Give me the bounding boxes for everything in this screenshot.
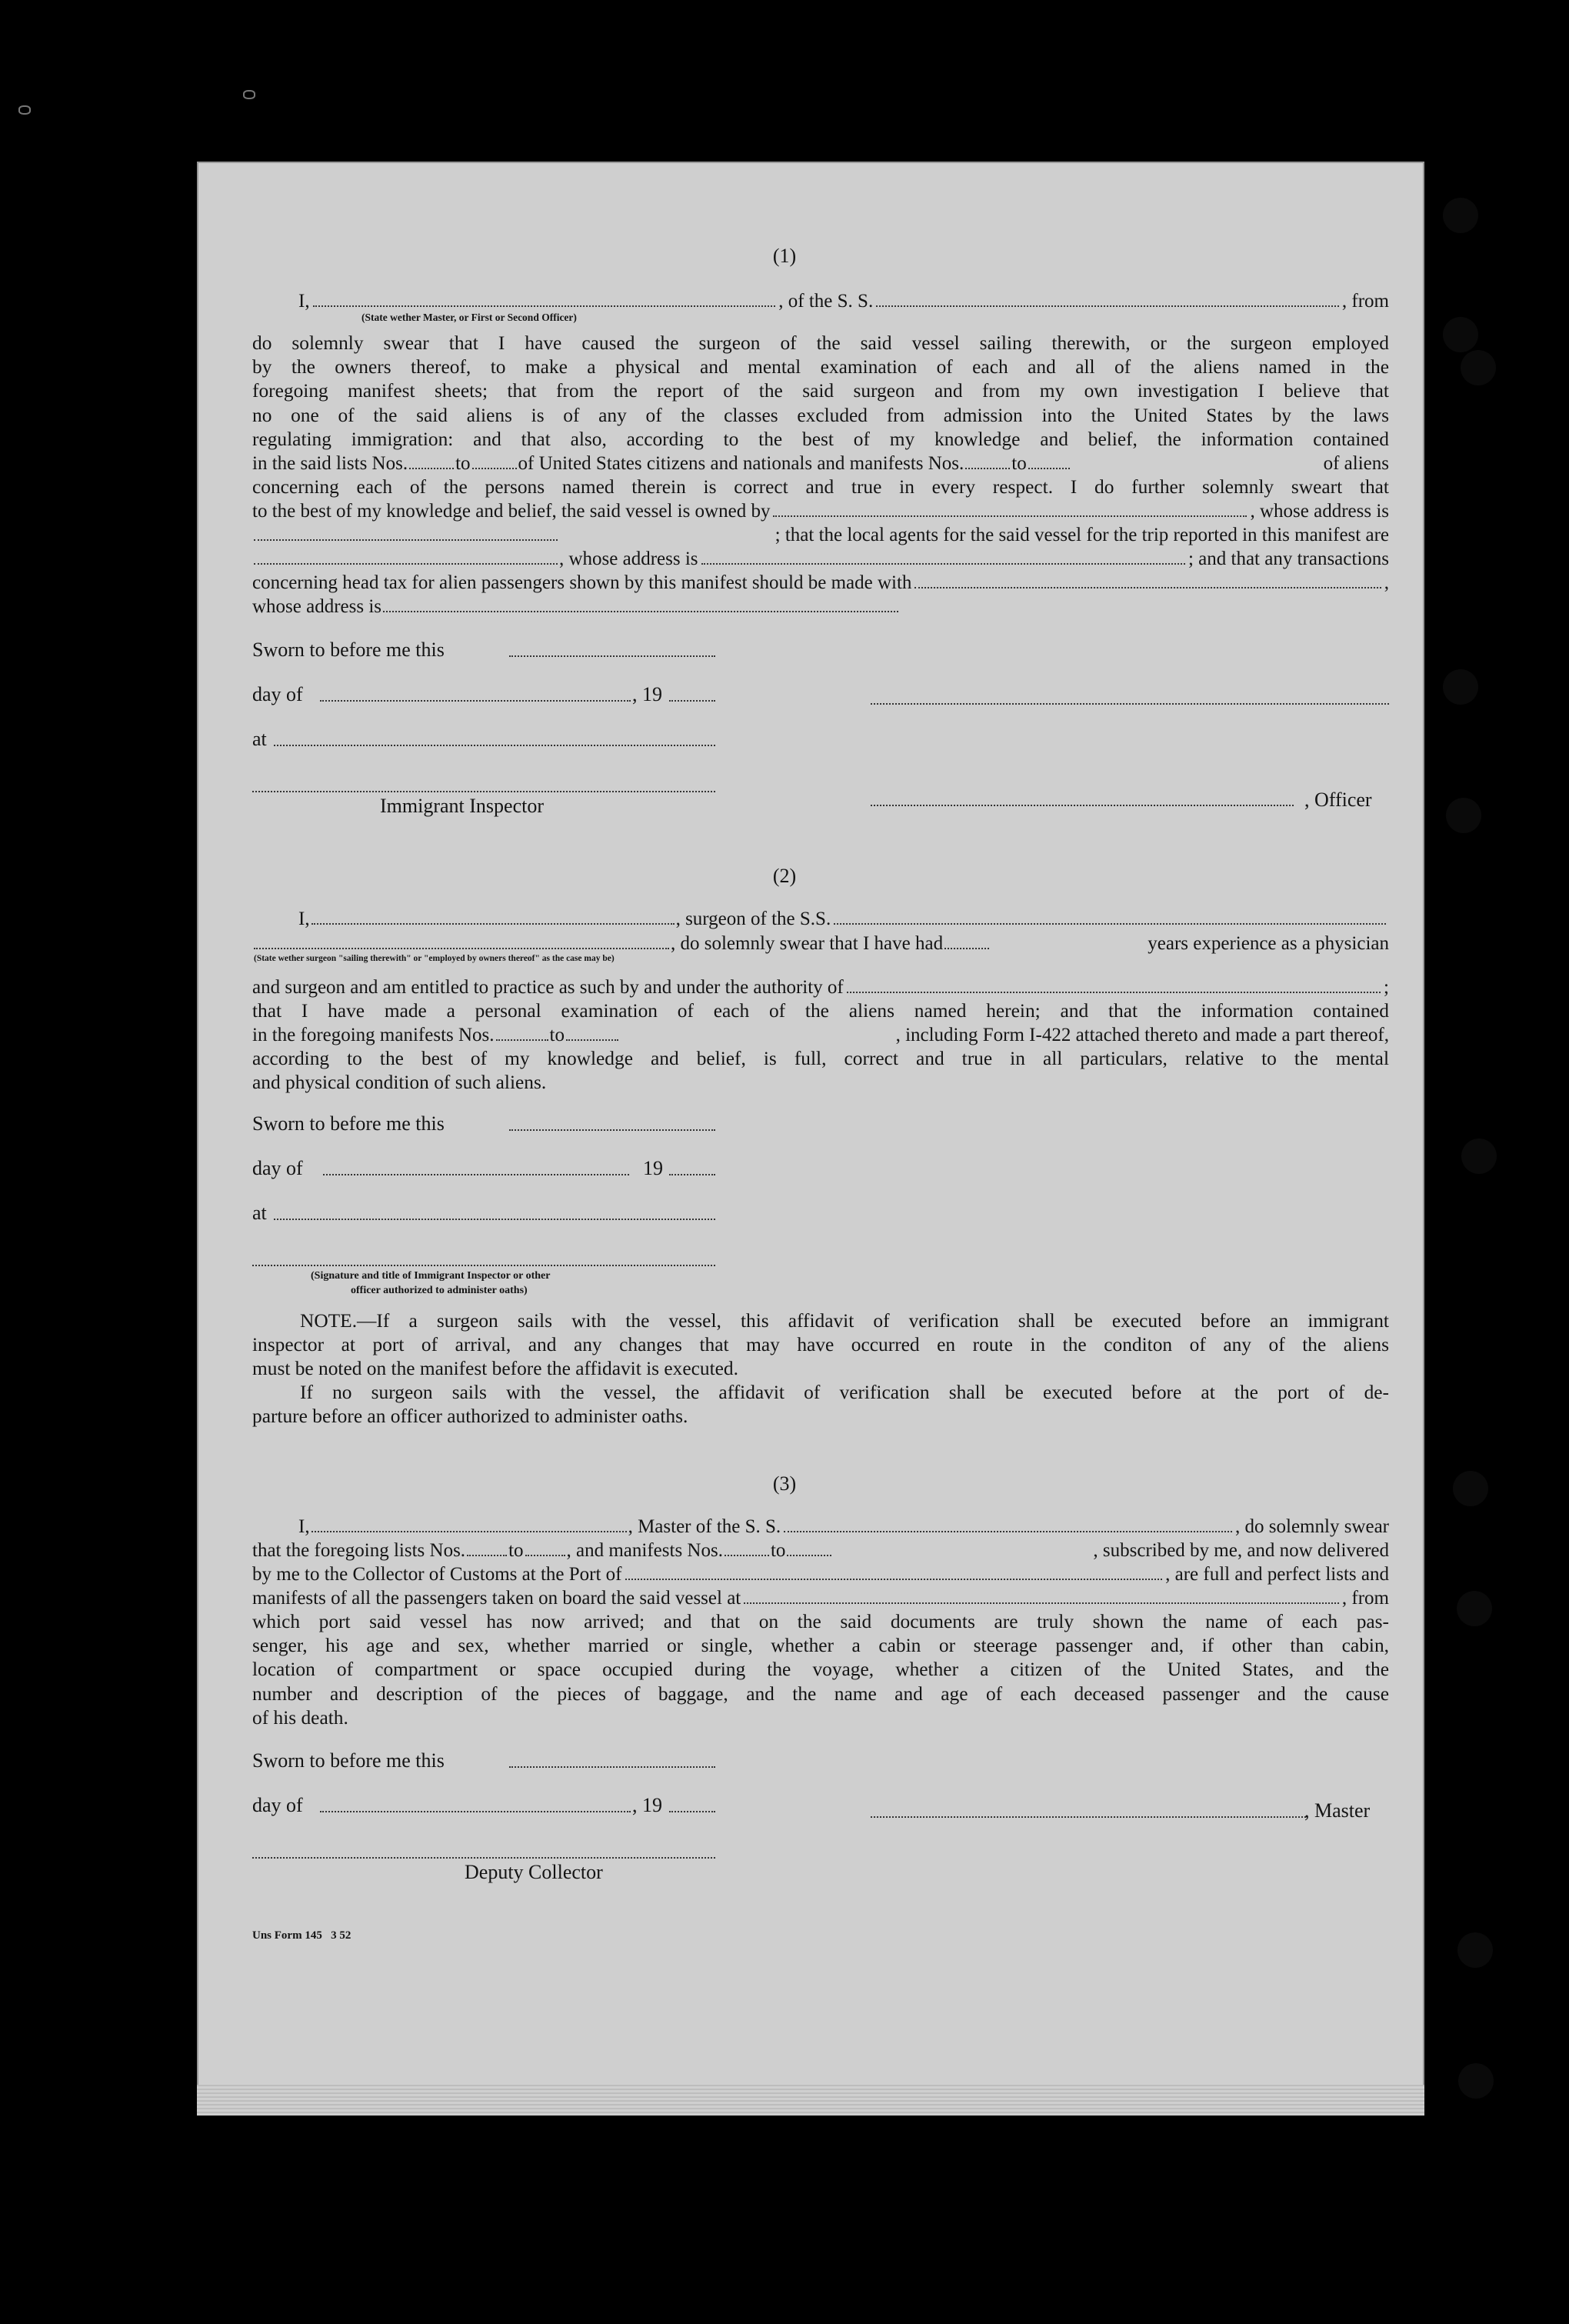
binder-hole [1457,1591,1492,1626]
section-3-oath-text: which port said vessel has now arrived; and that on the said documents are truly shown the name of each pas- senger, his age and sex, whether married or single, whether a cabin or steerage passenger and, if other than cabin, location of compartment or space occupied during the voyage, whether a citizen of the United States, and the number and description of the pieces of baggage, and the name and age of each deceased passenger and the cause of his death. [252,1611,1389,1729]
owner-address-field[interactable] [254,525,558,541]
at-label-1: at [252,728,267,750]
day-of-field-3[interactable] [320,1811,631,1812]
day-of-label-2: day of [252,1157,303,1179]
sworn-label-1: Sworn to before me this [252,639,445,661]
form-number: Uns Form 145 3 52 [252,1929,351,1942]
officer-signature-line[interactable] [871,805,1294,806]
sworn-label-2: Sworn to before me this [252,1112,445,1135]
sworn-date-field-3[interactable] [509,1766,715,1768]
year-field-1[interactable] [669,700,715,702]
agents-address-field[interactable] [701,549,1185,565]
section-1-oath-text: do solemnly swear that I have caused the surgeon of the said vessel sailing therewith, or the surgeon employed by the owners thereof, to make a physical and mental examination of each and all of the aliens named in the foregoing manifest sheets; that from the report of the said surgeon and from my own investigation I believe that no one of the said aliens is of any of the classes excluded from admission into the United States by the laws regulating immigration: and that also, according to the best of my knowledge and belief, the information contained [252,332,1389,450]
head-tax-line: concerning head tax for alien passengers shown by this manifest should be made with , [252,572,1389,593]
year-label-1: , 19 [632,683,662,705]
at-field-2[interactable] [274,1219,715,1220]
authority-line: and surgeon and am entitled to practice as such by and under the authority of ; [252,977,1389,998]
year-label-3: , 19 [632,1794,662,1816]
years-experience-field[interactable] [944,934,989,949]
binder-hole [1443,198,1478,233]
manifest-to-field[interactable] [1028,454,1070,469]
year-label-2: 19 [643,1157,663,1179]
manifest-no-from-field[interactable] [496,1025,548,1041]
master-list-to-field[interactable] [525,1541,565,1556]
agents-field[interactable] [254,549,558,565]
list-from-field[interactable] [409,454,454,469]
of-ss-label: , of the S. S. [778,291,874,312]
surgeon-note-paragraph: NOTE.—If a surgeon sails with the vessel, this affidavit of verification shall be executed before an immigrant inspector at port of arrival, and any changes that may have occurred en route in the conditon of any of the aliens must be noted on the manifest before the affidavit is executed. [252,1310,1389,1380]
owner-field[interactable] [773,502,1247,517]
master-name-field[interactable] [311,1517,627,1532]
master-signature-line[interactable] [871,1816,1306,1818]
port-line: by me to the Collector of Customs at the Port of , are full and perfect lists and [252,1564,1389,1585]
scan-speck [18,105,31,115]
year-field-3[interactable] [669,1811,715,1812]
master-manifest-to-field[interactable] [787,1541,831,1556]
deputy-collector-label: Deputy Collector [465,1861,603,1883]
surgeon-capacity-note: (State wether surgeon "sailing therewith" or "employed by owners thereof" as the case may be) [254,954,615,963]
master-list-from-field[interactable] [467,1541,507,1556]
master-label: , Master [1304,1799,1371,1822]
sworn-date-field-2[interactable] [509,1129,715,1131]
manifest-no-to-field[interactable] [566,1025,618,1041]
surgeon-capacity-field[interactable] [254,934,669,949]
from-label: , from [1341,291,1389,312]
owned-by-line: to the best of my knowledge and belief, the said vessel is owned by , whose address is [252,501,1389,522]
binder-hole [1443,669,1478,705]
head-tax-contact-field[interactable] [914,573,1381,589]
authority-field[interactable] [847,978,1381,993]
officer-signature-line-top[interactable] [871,703,1389,705]
master-lists-line: that the foregoing lists Nos. to , and manifests Nos. to , subscribed by me, and now delivered [252,1540,1389,1561]
binder-hole [1446,798,1481,833]
scan-speck [243,90,255,99]
section-2-heading: (2) [772,865,797,887]
binder-hole [1458,2063,1494,2099]
master-line: I, , Master of the S. S. , do solemnly swear [298,1516,1389,1537]
inspector-signature-line[interactable] [252,791,715,792]
binder-hole [1461,350,1496,385]
manifest-from-field[interactable] [965,454,1010,469]
binder-hole [1457,1932,1493,1968]
binder-hole [1461,1139,1497,1174]
officer-name-field[interactable] [313,292,776,307]
immigrant-inspector-label: Immigrant Inspector [380,795,544,817]
at-field-1[interactable] [274,745,715,746]
boarding-line: manifests of all the passengers taken on board the said vessel at , from [252,1588,1389,1609]
sworn-date-field-1[interactable] [509,655,715,657]
list-to-field[interactable] [472,454,517,469]
no-surgeon-note-paragraph: If no surgeon sails with the vessel, the affidavit of verification shall be executed before at the port of de- parture before an officer authorized to administer oaths. [252,1382,1389,1428]
surgeon-experience-line: , do solemnly swear that I have had years experience as a physician [252,932,1389,955]
manifests-line: in the foregoing manifests Nos. to , including Form I-422 attached thereto and made a part thereof, [252,1025,1389,1045]
year-field-2[interactable] [669,1174,715,1175]
boarding-port-field[interactable] [744,1589,1339,1604]
collector-signature-line[interactable] [252,1857,715,1859]
section-2-oath-text-2: according to the best of my knowledge and belief, is full, correct and true in all particulars, relative to the mental and physical condition of such aliens. [252,1048,1389,1094]
sworn-label-3: Sworn to before me this [252,1749,445,1772]
section-2-oath-text: that I have made a personal examination of each of the aliens named herein; and that the information contained [252,1000,1389,1022]
surgeon-name-field[interactable] [311,909,675,925]
lists-nos-line: in the said lists Nos. to of United States citizens and nationals and manifests Nos. to of aliens [252,453,1389,474]
master-vessel-field[interactable] [784,1517,1232,1532]
day-of-field-2[interactable] [323,1174,629,1175]
section-1-oath-text-2: concerning each of the persons named therein is correct and true in every respect. I do further solemnly sweart that [252,476,1389,498]
i-label: I, [298,291,310,312]
day-of-field-1[interactable] [320,700,631,702]
day-of-label-3: day of [252,1794,303,1816]
master-manifest-from-field[interactable] [725,1541,769,1556]
signature-note-line-2: officer authorized to administer oaths) [351,1285,528,1296]
officer-rank-note: (State wether Master, or First or Second Officer) [361,312,577,323]
surgeon-line: I, , surgeon of the S.S. [252,907,1389,931]
port-field[interactable] [625,1565,1163,1580]
section-1-heading: (1) [772,245,797,267]
head-tax-address-field[interactable] [383,597,898,612]
day-of-label-1: day of [252,683,303,705]
binder-hole [1443,317,1478,352]
agents-address-line: , whose address is ; and that any transactions [252,547,1389,571]
head-tax-address-line: whose address is [252,595,1389,619]
local-agents-line: ; that the local agents for the said vessel for the trip reported in this manifest are [252,523,1389,547]
verifier-signature-line[interactable] [252,1265,715,1266]
section-1-officer-line [252,289,1389,313]
vessel-name-field[interactable] [876,292,1339,307]
surgeon-vessel-field[interactable] [834,909,1386,925]
officer-label: , Officer [1304,789,1372,811]
at-label-2: at [252,1202,267,1224]
section-3-heading: (3) [772,1472,797,1495]
signature-note-line-1: (Signature and title of Immigrant Inspector or other [311,1270,551,1282]
